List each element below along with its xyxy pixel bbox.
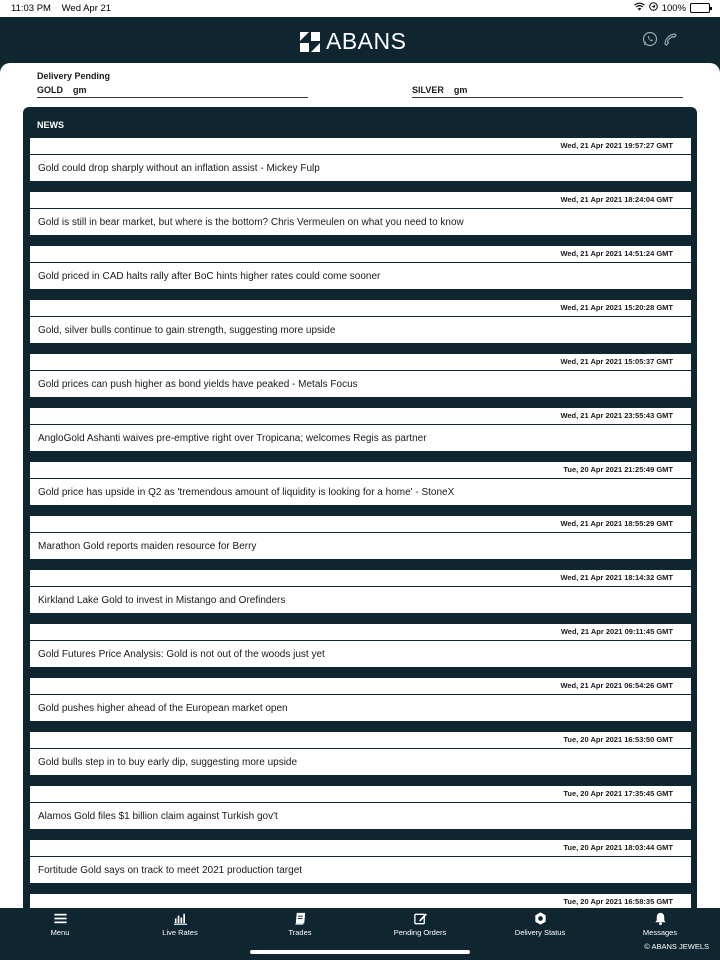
bell-icon: [653, 911, 668, 926]
news-item[interactable]: [30, 837, 691, 891]
tab-live-rates[interactable]: [120, 908, 240, 938]
menu-icon: [53, 911, 68, 926]
news-timestamp: Wed, 21 Apr 2021 18:24:04 GMT: [30, 192, 691, 208]
wifi-icon: [634, 2, 645, 14]
news-headline[interactable]: Gold priced in CAD halts rally after BoC hints higher rates could come sooner: [30, 262, 691, 289]
tab-delivery-status[interactable]: [480, 908, 600, 938]
news-timestamp: Wed, 21 Apr 2021 15:20:28 GMT: [30, 300, 691, 316]
news-item[interactable]: [30, 621, 691, 675]
silver-unit: gm: [453, 85, 468, 95]
tab-pending-orders-label: Pending Orders: [393, 928, 447, 937]
news-headline[interactable]: Gold pushes higher ahead of the European market open: [30, 694, 691, 721]
news-timestamp: Tue, 20 Apr 2021 16:58:35 GMT: [30, 894, 691, 908]
news-timestamp: Wed, 21 Apr 2021 14:51:24 GMT: [30, 246, 691, 262]
news-timestamp: Tue, 20 Apr 2021 16:53:50 GMT: [30, 732, 691, 748]
news-timestamp: Tue, 20 Apr 2021 21:25:49 GMT: [30, 462, 691, 478]
news-headline[interactable]: Gold bulls step in to buy early dip, suggesting more upside: [30, 748, 691, 775]
logo-mark-icon: [300, 32, 320, 52]
tab-menu-label: Menu: [50, 928, 70, 937]
news-timestamp: Wed, 21 Apr 2021 19:57:27 GMT: [30, 138, 691, 154]
news-item[interactable]: [30, 675, 691, 729]
silver-delivery-field: [412, 85, 683, 98]
phone-icon[interactable]: [662, 31, 678, 52]
gold-unit: gm: [73, 85, 87, 95]
whatsapp-icon[interactable]: [642, 31, 658, 52]
copyright-text: © ABANS JEWELS: [644, 942, 709, 951]
news-item[interactable]: [30, 891, 691, 908]
news-timestamp: Wed, 21 Apr 2021 18:14:32 GMT: [30, 570, 691, 586]
tab-bar: [0, 908, 720, 938]
status-date: Wed Apr 21: [61, 3, 112, 14]
news-item[interactable]: [30, 459, 691, 513]
news-headline[interactable]: Gold price has upside in Q2 as 'tremendous amount of liquidity is looking for a home' - StoneX: [30, 478, 691, 505]
news-item[interactable]: [30, 297, 691, 351]
news-item[interactable]: [30, 351, 691, 405]
main-area: [0, 63, 720, 908]
battery-percent: 100%: [661, 2, 686, 14]
news-heading: NEWS: [37, 120, 64, 130]
home-indicator[interactable]: [250, 950, 470, 954]
news-headline[interactable]: Gold could drop sharply without an inflation assist - Mickey Fulp: [30, 154, 691, 181]
tab-live-rates-label: Live Rates: [162, 928, 198, 937]
tab-messages[interactable]: [600, 908, 720, 938]
news-timestamp: Wed, 21 Apr 2021 06:54:26 GMT: [30, 678, 691, 694]
logo-text: ABANS: [326, 28, 407, 54]
news-item[interactable]: [30, 567, 691, 621]
news-item[interactable]: [30, 189, 691, 243]
news-timestamp: Wed, 21 Apr 2021 23:55:43 GMT: [30, 408, 691, 424]
news-item[interactable]: [30, 513, 691, 567]
news-headline[interactable]: Gold Futures Price Analysis: Gold is not out of the woods just yet: [30, 640, 691, 667]
news-item[interactable]: [30, 243, 691, 297]
news-item[interactable]: [30, 135, 691, 189]
tab-menu[interactable]: [0, 908, 120, 938]
status-time: 11:03 PM: [11, 3, 51, 14]
edit-icon: [413, 911, 428, 926]
news-headline[interactable]: Kirkland Lake Gold to invest in Mistango and Orefinders: [30, 586, 691, 613]
news-box[interactable]: [23, 107, 697, 908]
news-list: [30, 135, 691, 908]
tab-messages-label: Messages: [642, 928, 678, 937]
tab-trades[interactable]: [240, 908, 360, 938]
badge-icon: [533, 911, 548, 926]
news-headline[interactable]: Gold is still in bear market, but where is the bottom? Chris Vermeulen on what you need to know: [30, 208, 691, 235]
news-headline[interactable]: Gold prices can push higher as bond yields have peaked - Metals Focus: [30, 370, 691, 397]
news-headline[interactable]: AngloGold Ashanti waives pre-emptive right over Tropicana; welcomes Regis as partner: [30, 424, 691, 451]
news-timestamp: Tue, 20 Apr 2021 17:35:45 GMT: [30, 786, 691, 802]
gold-delivery-field: [37, 85, 308, 98]
news-headline[interactable]: Gold, silver bulls continue to gain strength, suggesting more upside: [30, 316, 691, 343]
delivery-pending-card: [0, 63, 720, 107]
tab-trades-label: Trades: [288, 928, 312, 937]
tab-delivery-status-label: Delivery Status: [514, 928, 566, 937]
silver-label: SILVER: [412, 85, 444, 95]
news-headline[interactable]: Marathon Gold reports maiden resource for Berry: [30, 532, 691, 559]
battery-icon: [690, 3, 710, 13]
news-timestamp: Tue, 20 Apr 2021 18:03:44 GMT: [30, 840, 691, 856]
news-timestamp: Wed, 21 Apr 2021 09:11:45 GMT: [30, 624, 691, 640]
delivery-pending-title: Delivery Pending: [37, 71, 111, 81]
status-bar: [0, 0, 720, 17]
document-icon: [293, 911, 308, 926]
news-headline[interactable]: Alamos Gold files $1 billion claim against Turkish gov't: [30, 802, 691, 829]
home-bar-area: [0, 938, 720, 960]
bar-chart-icon: [173, 911, 188, 926]
news-timestamp: Wed, 21 Apr 2021 15:05:37 GMT: [30, 354, 691, 370]
news-item[interactable]: [30, 783, 691, 837]
news-headline[interactable]: Fortitude Gold says on track to meet 2021 production target: [30, 856, 691, 883]
abans-logo: [300, 28, 406, 55]
news-item[interactable]: [30, 405, 691, 459]
news-item[interactable]: [30, 729, 691, 783]
tab-pending-orders[interactable]: [360, 908, 480, 938]
news-timestamp: Wed, 21 Apr 2021 18:55:29 GMT: [30, 516, 691, 532]
app-header: [0, 17, 720, 63]
news-panel: [0, 107, 720, 908]
gold-label: GOLD: [37, 85, 63, 95]
location-icon: [649, 2, 658, 14]
